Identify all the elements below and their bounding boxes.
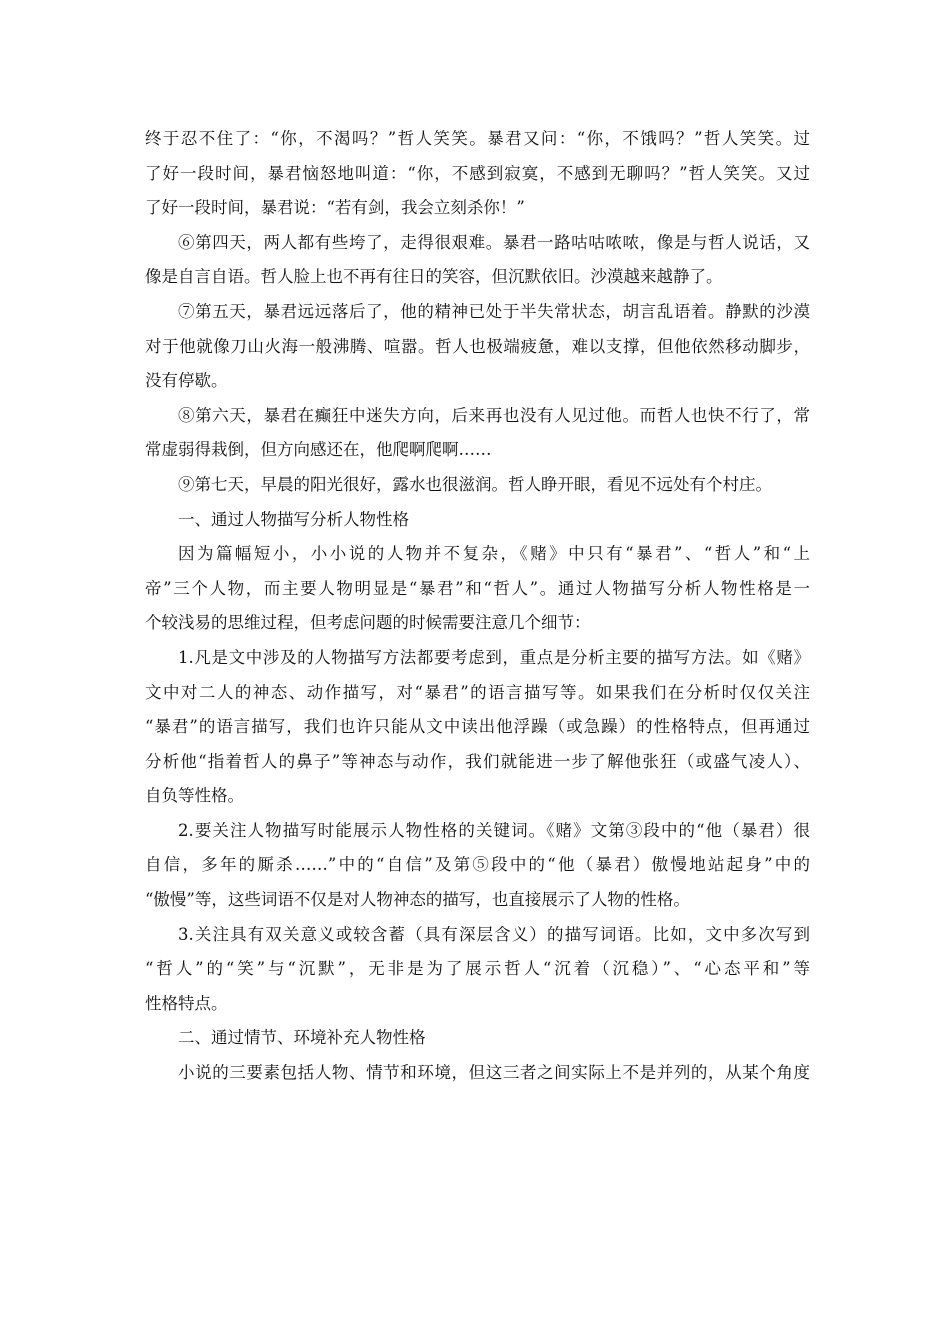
text-line: 自信，多年的厮杀……”中的“自信”及第⑤段中的“他（暴君）傲慢地站起身”中的 [145,855,810,875]
text-line: 终于忍不住了：“你，不渴吗？”哲人笑笑。暴君又问：“你，不饿吗？”哲人笑笑。过 [145,129,810,148]
paragraph-6-line: ⑥第四天，两人都有些垮了，走得很艰难。暴君一路咕咕哝哝，像是与哲人说话，又 [178,232,810,252]
paragraph-8-line: ⑧第六天，暴君在癫狂中迷失方向，后来再也没有人见过他。而哲人也快不行了，常 [178,405,810,425]
point-1-line: 1.凡是文中涉及的人物描写方法都要考虑到，重点是分析主要的描写方法。如《赌》 [178,647,810,667]
section-heading-2: 二、通过情节、环境补充人物性格 [178,1028,426,1048]
paragraph-line: 小说的三要素包括人物、情节和环境，但这三者之间实际上不是并列的，从某个角度 [178,1063,810,1083]
text-line: 常虚弱得栽倒，但方向感还在，他爬啊爬啊…… [145,440,492,460]
text-line: “傲慢”等，这些词语不仅是对人物神态的描写，也直接展示了人物的性格。 [145,890,690,910]
text-line: 没有停歇。 [145,371,228,391]
text-line: 分析他“指着哲人的鼻子”等神态与动作，我们就能进一步了解他张狂（或盛气凌人）、 [145,751,810,771]
point-2-line: 2.要关注人物描写时能展示人物性格的关键词。《赌》文第③段中的“他（暴君）很 [178,820,810,840]
text-line: “哲人”的“笑”与“沉默”，无非是为了展示哲人“沉着（沉稳）”、“心态平和”等 [145,959,810,979]
point-3-line: 3.关注具有双关意义或较含蓄（具有深层含义）的描写词语。比如，文中多次写到 [178,924,810,944]
section-heading-1: 一、通过人物描写分析人物性格 [178,509,409,529]
text-line: 了好一段时间，暴君说：“若有剑，我会立刻杀你！” [145,198,525,218]
text-line: 自负等性格。 [145,786,244,806]
text-line: “暴君”的语言描写，我们也许只能从文中读出他浮躁（或急躁）的性格特点，但再通过 [145,717,810,737]
paragraph-9-line: ⑨第七天，早晨的阳光很好，露水也很滋润。哲人睁开眼，看见不远处有个村庄。 [178,474,772,494]
text-line: 帝”三个人物，而主要人物明显是“暴君”和“哲人”。通过人物描写分析人物性格是一 [145,578,810,598]
paragraph-7-line: ⑦第五天，暴君远远落后了，他的精神已处于半失常状态，胡言乱语着。静默的沙漠 [178,301,810,321]
text-line: 了好一段时间，暴君恼怒地叫道：“你，不感到寂寞，不感到无聊吗？”哲人笑笑。又过 [145,163,810,183]
text-line: 文中对二人的神态、动作描写，对“暴君”的语言描写等。如果我们在分析时仅仅关注 [145,682,810,702]
paragraph-line: 因为篇幅短小，小小说的人物并不复杂，《赌》中只有“暴君”、“哲人”和“上 [178,544,810,564]
text-line: 个较浅易的思维过程，但考虑问题的时候需要注意几个细节： [145,613,591,633]
text-line: 性格特点。 [145,993,228,1013]
text-line: 像是自言自语。哲人脸上也不再有往日的笑容，但沉默依旧。沙漠越来越静了。 [145,267,723,287]
text-line: 对于他就像刀山火海一般沸腾、喧嚣。哲人也极端疲惫，难以支撑，但他依然移动脚步， [145,336,810,356]
document-body [145,122,810,1091]
